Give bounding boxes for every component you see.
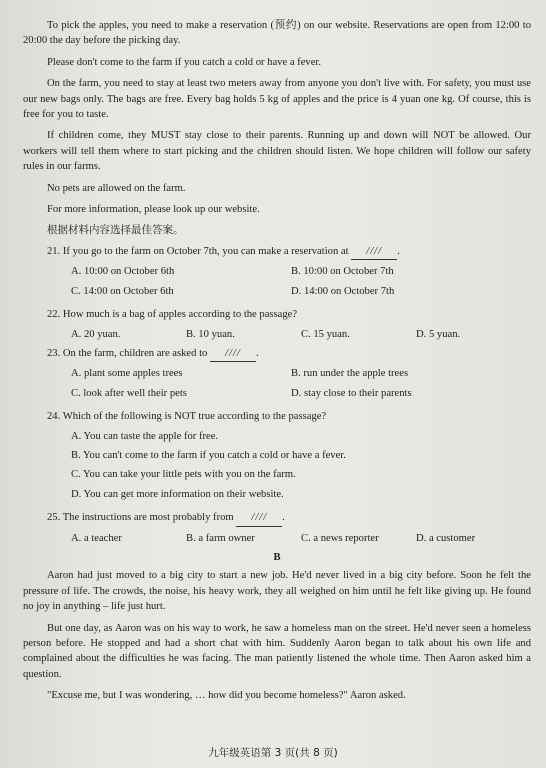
passage-b-paragraph: Aaron had just moved to a big city to start a new job. He'd never lived in a big city before. Soon he felt the pressure of life. The crowds, the noise, his heavy work, they all weighed on him until he felt like giving up. He found no joy in anything – life just hurt.: [23, 570, 531, 613]
option: C. 15 yuan.: [301, 328, 350, 340]
option-list: [71, 327, 531, 342]
passage-a-paragraph: To pick the apples, you need to make a reservation (预约) on our website. Reservations are open from 12:00 to 20:00 the day before the picking day.: [23, 20, 531, 47]
page-footer: 九年级英语第 3 页(共 8 页): [208, 747, 338, 759]
option: C. look after well their pets: [71, 387, 187, 399]
question-stem: 24. Which of the following is NOT true according to the passage?: [47, 411, 327, 423]
option: D. 14:00 on October 7th: [291, 285, 395, 297]
option: A. 20 yuan.: [71, 328, 121, 340]
option: C. a news reporter: [301, 532, 379, 544]
option: A. You can taste the apple for free.: [71, 430, 219, 442]
answer-blank: ////: [351, 244, 397, 260]
option: A. 10:00 on October 6th: [71, 266, 175, 278]
question-stem: 23. On the farm, children are asked to //// .: [47, 346, 531, 362]
instruction-heading: 根据材料内容选择最佳答案。: [47, 224, 184, 237]
passage-a-paragraph: No pets are allowed on the farm.: [47, 182, 186, 194]
option: A. plant some apples trees: [71, 368, 183, 380]
option: C. You can take your little pets with you on the farm.: [71, 469, 296, 481]
section-label: B: [273, 551, 281, 563]
option: B. a farm owner: [186, 532, 255, 544]
question-stem: 25. The instructions are most probably from //// .: [47, 510, 531, 526]
option: B. You can't come to the farm if you catch a cold or have a fever.: [71, 449, 346, 461]
option: B. 10:00 on October 7th: [291, 266, 394, 278]
option: B. 10 yuan.: [186, 328, 235, 340]
passage-a-paragraph: On the farm, you need to stay at least two meters away from anyone you don't live with. For safety, you must use our new bags only. The bags are free. Every bag holds 5 kg of apples and the price is 4 yuan one kg. Of course, this is free for you to taste.: [23, 78, 531, 121]
option-list: [71, 429, 531, 507]
question-stem: 22. How much is a bag of apples according to the passage?: [47, 309, 298, 321]
option-list: [71, 264, 531, 303]
passage-b-paragraph: But one day, as Aaron was on his way to work, he saw a homeless man on the street. He'd never seen a homeless person before. He stopped and had a short chat with him. Suddenly Aaron began to talk about his own life and complained about the difficulties he was facing. The man patiently listened the whole time. Then Aaron asked him a question.: [23, 622, 531, 680]
question-stem: 21. If you go to the farm on October 7th, you can make a reservation at //// .: [47, 244, 531, 260]
passage-b-paragraph: "Excuse me, but I was wondering, … how did you become homeless?" Aaron asked.: [47, 690, 406, 702]
option: D. 5 yuan.: [416, 328, 461, 340]
option: C. 14:00 on October 6th: [71, 285, 174, 297]
answer-blank: ////: [236, 510, 282, 526]
passage-a-paragraph: Please don't come to the farm if you catch a cold or have a fever.: [47, 56, 321, 68]
passage-a-paragraph: For more information, please look up our website.: [47, 204, 260, 216]
answer-blank: ////: [210, 346, 256, 362]
option: B. run under the apple trees: [291, 368, 409, 380]
passage-a-paragraph: If children come, they MUST stay close to their parents. Running up and down will NOT be allowed. Our workers will tell them where to start picking and the children should listen. We hope children will follow our safety rules in our farms.: [23, 130, 531, 173]
option: D. You can get more information on their website.: [71, 488, 284, 500]
option: D. stay close to their parents: [291, 387, 412, 399]
page-content: [23, 18, 531, 710]
option-list: [71, 531, 531, 546]
option: A. a teacher: [71, 532, 122, 544]
option-list: [71, 366, 531, 405]
option: D. a customer: [416, 532, 476, 544]
